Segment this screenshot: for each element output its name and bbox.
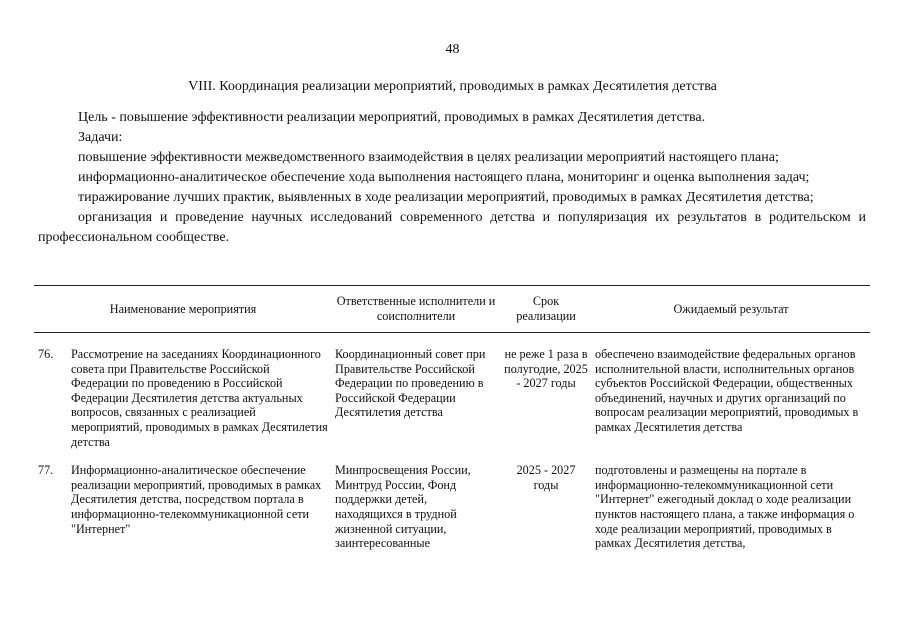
row-name: Информационно-аналитическое обеспечение реализации мероприятий, проводимых в рамках Десятилетия детства, посредством портала в информационно-телекоммуникационной сети "Интернет" <box>71 463 322 536</box>
goal-paragraph: Цель - повышение эффективности реализации мероприятий, проводимых в рамках Десятилетия детства. <box>78 110 706 125</box>
tasks-label: Задачи: <box>78 130 123 145</box>
table-row <box>34 347 870 449</box>
activities-table <box>34 285 870 551</box>
header-deadline: Срок реализации <box>500 286 592 333</box>
task-item: повышение эффективности межведомственного взаимодействия в целях реализации мероприятий настоящего плана; <box>78 150 779 165</box>
table-row <box>34 463 870 551</box>
intro-text <box>38 108 866 248</box>
row-number: 76. <box>38 347 54 361</box>
row-result: обеспечено взаимодействие федеральных органов исполнительной власти, исполнительных органов субъектов Российской Федерации, общественных объединений, научных и других организаций по вопросам реализации мероприятий, проводимых в рамках Десятилетия детства <box>595 347 859 434</box>
row-deadline: 2025 - 2027 годы <box>516 463 576 492</box>
section-title: VIII. Координация реализации мероприятий, проводимых в рамках Десятилетия детства <box>188 79 717 94</box>
header-name: Наименование мероприятия <box>34 286 332 333</box>
table-header-row <box>34 286 870 333</box>
row-number: 77. <box>38 463 54 478</box>
task-item: информационно-аналитическое обеспечение хода выполнения настоящего плана, мониторинг и оценка выполнения задач; <box>78 170 810 185</box>
row-name: Рассмотрение на заседаниях Координационного совета при Правительстве Российской Федерации по проведению в Российской Федерации Десятилетия детства актуальных вопросов, связанных с реализацией мероприятий, проводимых в рамках Десятилетия детства <box>71 347 328 449</box>
task-item: тиражирование лучших практик, выявленных в ходе реализации мероприятий, проводимых в рамках Десятилетия детства; <box>78 190 814 205</box>
row-responsible: Координационный совет при Правительстве Российской Федерации по проведению в Российской Федерации Десятилетия детства <box>335 347 486 420</box>
row-responsible: Минпросвещения России, Минтруд России, Фонд поддержки детей, находящихся в трудной жизненной ситуации, заинтересованные <box>335 463 471 551</box>
header-responsible: Ответственные исполнители и соисполнители <box>332 286 500 333</box>
task-item: организация и проведение научных исследований современного детства и популяризация их результатов в родительском и профессиональном сообществе. <box>38 210 866 245</box>
header-result: Ожидаемый результат <box>592 286 870 333</box>
row-result: подготовлены и размещены на портале в информационно-телекоммуникационной сети "Интернет" ежегодный доклад о ходе реализации пунктов настоящего плана, а также информация о ходе реализации мероприятий, проводимых в рамках Десятилетия детства, <box>595 463 855 551</box>
row-deadline: не реже 1 раза в полугодие, 2025 - 2027 годы <box>504 347 588 391</box>
page-number: 48 <box>445 42 460 57</box>
